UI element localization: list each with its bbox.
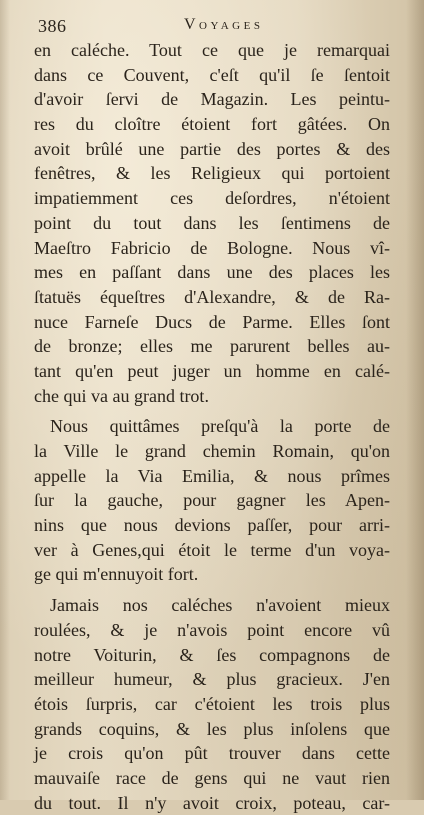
text-line: dans ce Couvent, c'eſt qu'il ſe ſentoit [34,64,390,85]
text-line: d'avoir ſervi de Magazin. Les peintu- [34,89,390,110]
text-line: je crois qu'on pût trouver dans cette [34,743,390,764]
text-line: fenêtres, & les Religieux qui portoient [34,163,390,184]
page-header [38,12,382,40]
text-line: nins que nous devions paſſer, pour arri- [34,515,390,536]
text-line: point du tout dans les ſentimens de [34,212,390,233]
text-line: Maeſtro Fabricio de Bologne. Nous vî- [34,237,390,258]
page-edge-shadow [406,0,424,800]
text-line: nuce Farneſe Ducs de Parme. Elles ſont [34,311,390,332]
text-line: avoit brûlé une partie des portes & des [34,138,390,159]
text-line: Nous quittâmes preſqu'à la porte de [50,416,390,437]
text-line: Jamais nos caléches n'avoient mieux [50,595,390,616]
text-line: ver à Genes,qui étoit le terme d'un voya- [34,539,390,560]
page-number: 386 [38,16,67,36]
text-line: ge qui m'ennuyoit fort. [34,564,199,585]
text-line: impatiemment ces deſordres, n'étoient [34,188,390,209]
gutter-shadow [0,0,10,800]
text-line: mes en paſſant dans une des places les [34,262,390,283]
text-line: la Ville le grand chemin Romain, qu'on [34,441,390,461]
text-line: meilleur humeur, & plus gracieux. J'en [34,669,390,690]
running-head: Voyages [184,16,264,33]
text-line: du tout. Il n'y avoit croix, poteau, car- [34,792,390,813]
text-line: res du cloître étoient fort gâtées. On [34,114,390,135]
text-line: appelle la Via Emilia, & nous prîmes [34,465,390,486]
text-line: roulées, & je n'avois point encore vû [34,619,390,640]
text-line: ſtatuës équeſtres d'Alexandre, & de Ra- [34,286,390,307]
text-line: étois ſurpris, car c'étoient les trois plus [34,693,390,714]
text-line: en caléche. Tout ce que je remarquai [34,40,390,60]
text-line: mauvaiſe race de gens qui ne vaut rien [34,767,390,788]
text-line: notre Voiturin, & ſes compagnons de [34,644,390,665]
text-line: grands coquins, & les plus inſolens que [34,718,390,739]
text-line: de bronze; elles me parurent belles au- [34,336,390,357]
text-line: che qui va au grand trot. [34,385,209,406]
body-text [34,38,390,815]
text-line: tant qu'en peut juger un homme en calé- [34,360,390,381]
text-line: ſur la gauche, pour gagner les Apen- [34,490,390,511]
